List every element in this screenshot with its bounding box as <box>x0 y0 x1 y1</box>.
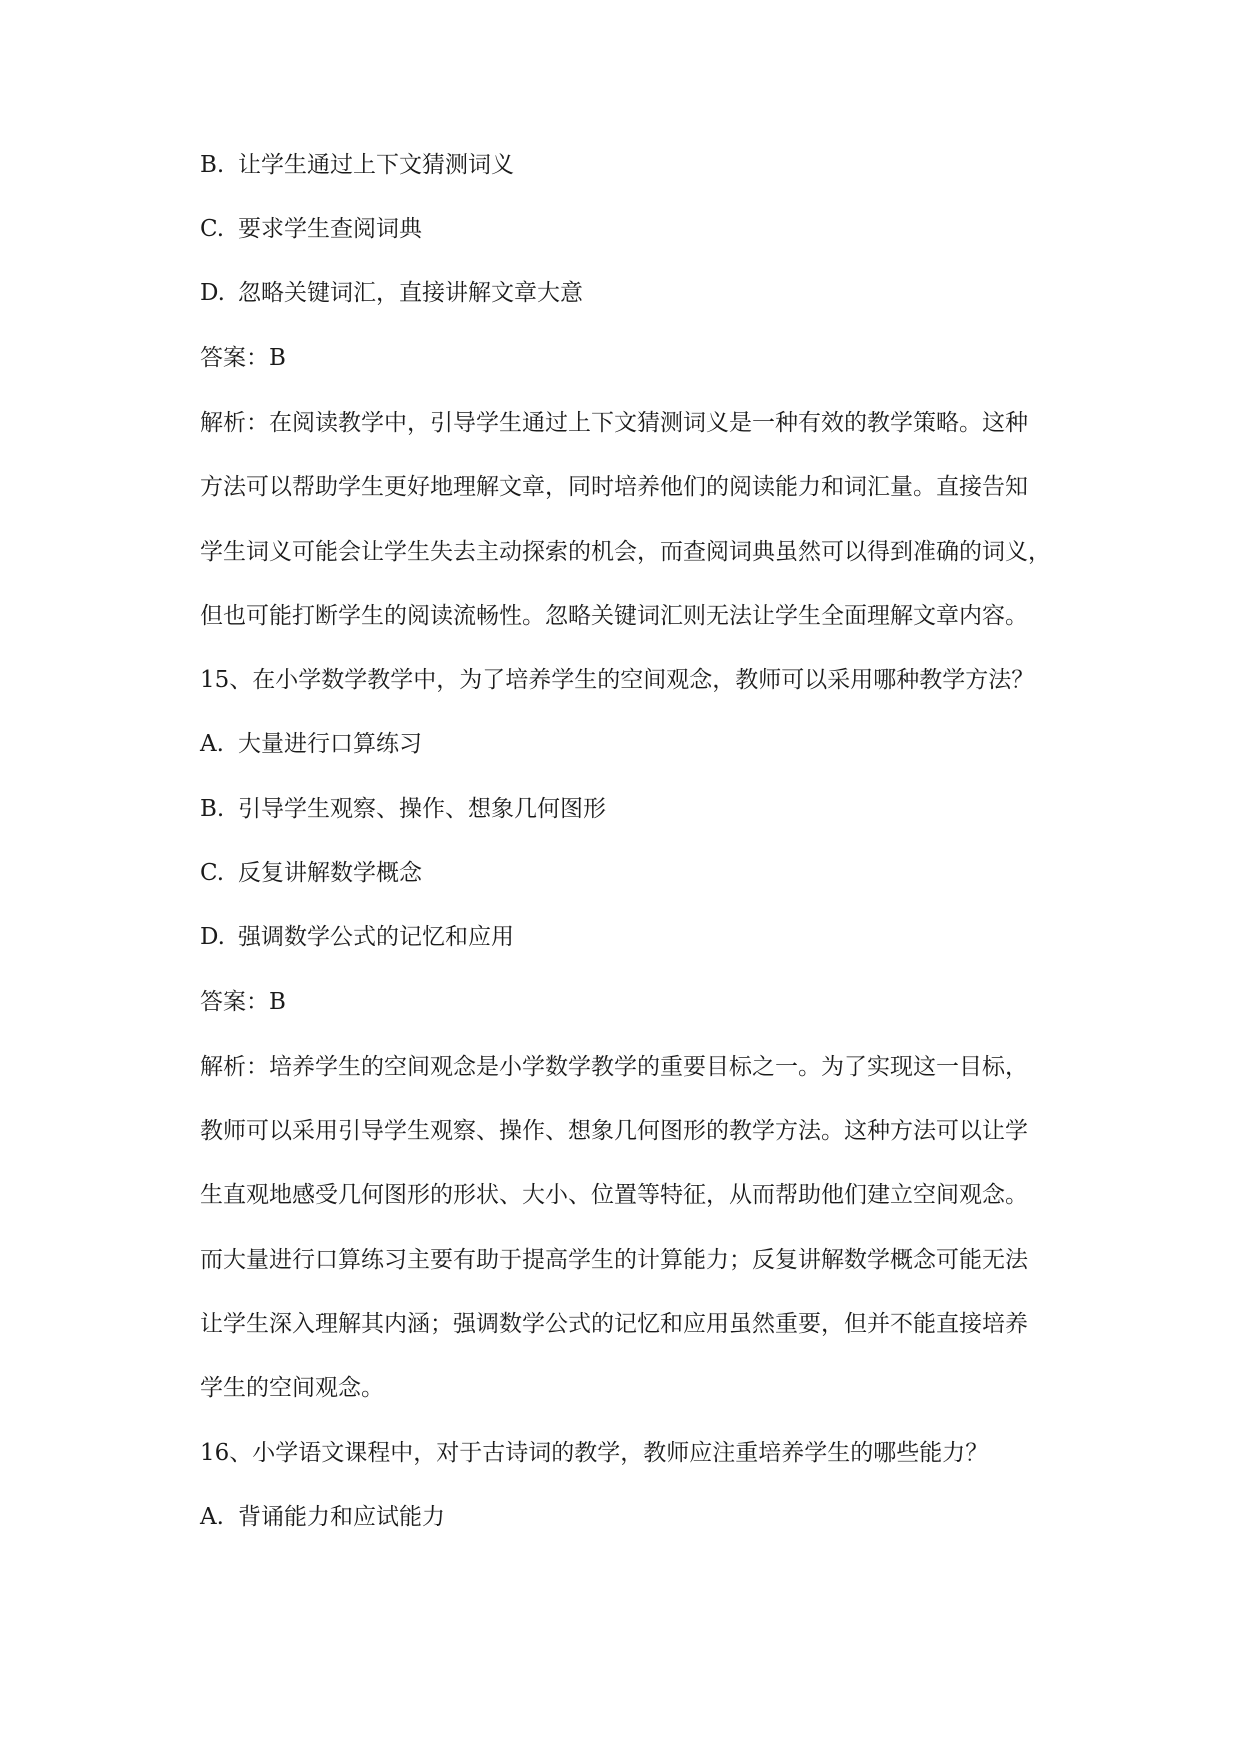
option-letter: A. <box>200 731 224 757</box>
q16-option-a <box>200 1502 1080 1532</box>
option-letter: B. <box>200 152 225 178</box>
option-text: 反复讲解数学概念 <box>238 860 422 886</box>
q15-analysis-line: 生直观地感受几何图形的形状、大小、位置等特征，从而帮助他们建立空间观念。 <box>200 1182 1028 1208</box>
q14-answer: 答案：B <box>200 345 286 371</box>
option-text: 让学生通过上下文猜测词义 <box>238 152 514 178</box>
q14-analysis-line: 解析：在阅读教学中，引导学生通过上下文猜测词义是一种有效的教学策略。这种 <box>200 410 1028 436</box>
q14-analysis-line: 方法可以帮助学生更好地理解文章，同时培养他们的阅读能力和词汇量。直接告知 <box>200 474 1028 500</box>
option-letter: C. <box>200 860 225 886</box>
q15-option-b <box>200 794 1080 824</box>
q15-option-c <box>200 858 1080 888</box>
q15-question: 15、在小学数学教学中，为了培养学生的空间观念，教师可以采用哪种教学方法？ <box>200 667 1035 693</box>
option-text: 大量进行口算练习 <box>238 731 422 757</box>
option-letter: A. <box>200 1504 224 1530</box>
option-letter: D. <box>200 924 225 950</box>
q15-analysis-line: 让学生深入理解其内涵；强调数学公式的记忆和应用虽然重要，但并不能直接培养 <box>200 1311 1028 1337</box>
option-letter: B. <box>200 796 225 822</box>
q14-option-c <box>200 214 1080 244</box>
option-text: 引导学生观察、操作、想象几何图形 <box>238 796 606 822</box>
q14-analysis-line: 但也可能打断学生的阅读流畅性。忽略关键词汇则无法让学生全面理解文章内容。 <box>200 603 1028 629</box>
option-letter: C. <box>200 216 225 242</box>
q15-option-a <box>200 729 1080 759</box>
option-text: 背诵能力和应试能力 <box>238 1504 445 1530</box>
q16-question: 16、小学语文课程中，对于古诗词的教学，教师应注重培养学生的哪些能力？ <box>200 1440 989 1466</box>
option-text: 强调数学公式的记忆和应用 <box>238 924 514 950</box>
q15-analysis-line: 教师可以采用引导学生观察、操作、想象几何图形的教学方法。这种方法可以让学 <box>200 1118 1028 1144</box>
q14-option-d <box>200 278 1080 308</box>
q14-analysis-line: 学生词义可能会让学生失去主动探索的机会，而查阅词典虽然可以得到准确的词义， <box>200 539 1051 565</box>
option-letter: D. <box>200 280 225 306</box>
q15-analysis-line: 学生的空间观念。 <box>200 1375 384 1401</box>
option-text: 忽略关键词汇，直接讲解文章大意 <box>238 280 583 306</box>
q15-analysis-line: 解析：培养学生的空间观念是小学数学教学的重要目标之一。为了实现这一目标， <box>200 1054 1028 1080</box>
q15-option-d <box>200 922 1080 952</box>
q15-answer: 答案：B <box>200 989 286 1015</box>
q14-option-b <box>200 150 1080 180</box>
option-text: 要求学生查阅词典 <box>238 216 422 242</box>
q15-analysis-line: 而大量进行口算练习主要有助于提高学生的计算能力；反复讲解数学概念可能无法 <box>200 1247 1028 1273</box>
